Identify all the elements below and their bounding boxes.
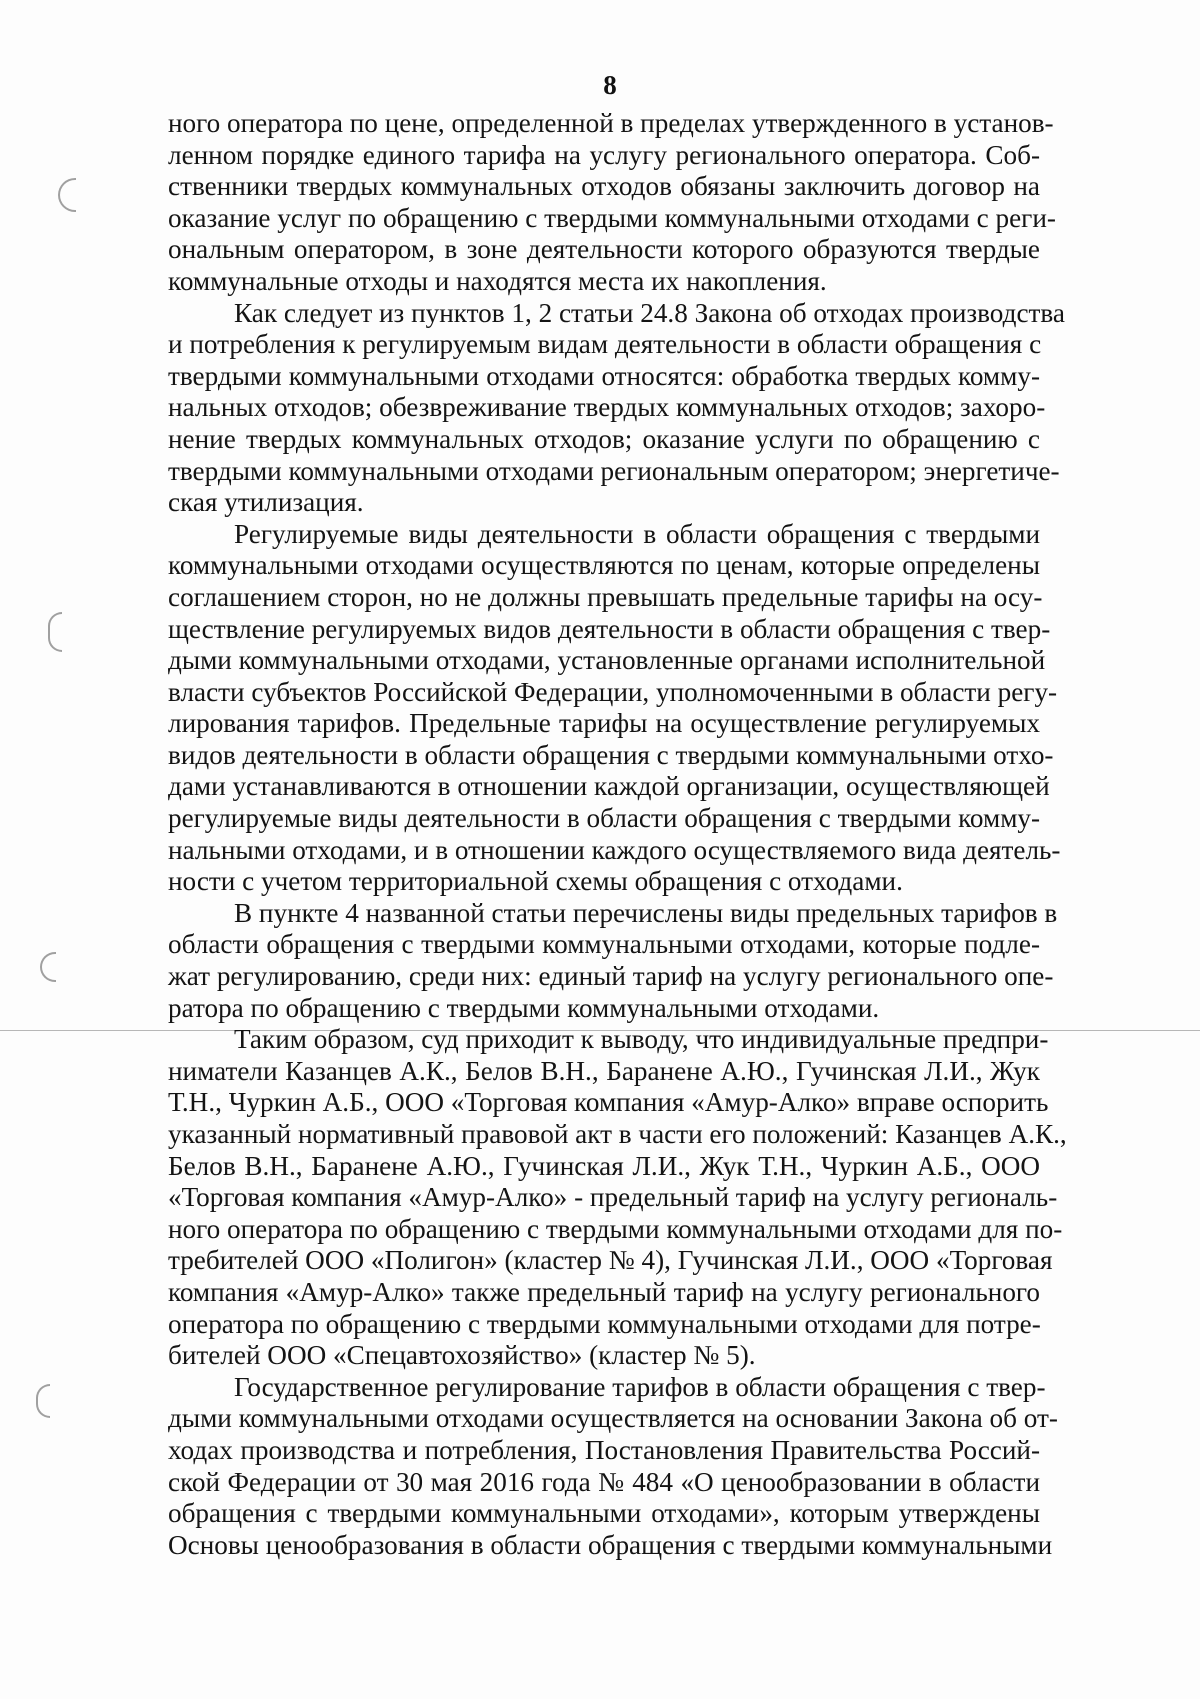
text-line: коммунальные отходы и находятся места их накопления. xyxy=(168,265,827,296)
text-line: власти субъектов Российской Федерации, уполномоченными в области регу- xyxy=(168,676,1058,707)
text-line: оператора по обращению с твердыми коммунальными отходами для потре- xyxy=(168,1308,1041,1339)
text-line: нение твердых коммунальных отходов; оказание услуги по обращению с xyxy=(168,423,1040,454)
margin-mark xyxy=(40,952,56,982)
text-line: ленном порядке единого тарифа на услугу регионального оператора. Соб- xyxy=(168,139,1040,170)
text-line: дыми коммунальными отходами осуществляется на основании Закона об от- xyxy=(168,1403,1058,1434)
text-line: видов деятельности в области обращения с твердыми коммунальными отхо- xyxy=(168,739,1054,770)
text-line: ратора по обращению с твердыми коммунальными отходами. xyxy=(168,992,880,1023)
text-line: твердыми коммунальными отходами региональным оператором; энергетиче- xyxy=(168,455,1060,486)
paragraph xyxy=(168,108,1056,298)
text-line: В пункте 4 названной статьи перечислены виды предельных тарифов в xyxy=(234,897,1058,928)
text-line: оказание услуг по обращению с твердыми коммунальными отходами с реги- xyxy=(168,202,1056,233)
text-line: указанный нормативный правовой акт в части его положений: Казанцев А.К., xyxy=(168,1119,1067,1149)
text-line: ская утилизация. xyxy=(168,487,364,518)
text-line: ного оператора по обращению с твердыми коммунальными отходами для по- xyxy=(168,1213,1063,1244)
text-line: Т.Н., Чуркин А.Б., ООО «Торговая компания «Амур-Алко» вправе оспорить xyxy=(168,1087,1049,1118)
text-line: Как следует из пунктов 1, 2 статьи 24.8 Закона об отходах производства xyxy=(234,297,1065,328)
text-line: и потребления к регулируемым видам деятельности в области обращения с xyxy=(168,329,1042,360)
text-line: нальными отходами, и в отношении каждого осуществляемого вида деятель- xyxy=(168,834,1061,865)
text-line: ской Федерации от 30 мая 2016 года № 484 «О ценообразовании в области xyxy=(168,1466,1040,1497)
text-line: бителей ООО «Спецавтохозяйство» (кластер № 5). xyxy=(168,1340,756,1371)
page-number: 8 xyxy=(603,70,617,100)
text-line: ности с учетом территориальной схемы обращения с отходами. xyxy=(168,866,903,897)
text-line: ниматели Казанцев А.К., Белов В.Н., Баранене А.Ю., Гучинская Л.И., Жук xyxy=(168,1055,1040,1086)
margin-mark xyxy=(48,612,62,652)
text-line: ственники твердых коммунальных отходов обязаны заключить договор на xyxy=(168,171,1040,202)
text-line: компания «Амур-Алко» также предельный тариф на услугу регионального xyxy=(168,1276,1040,1307)
paragraph xyxy=(168,518,1061,898)
text-line: ного оператора по цене, определенной в пределах утвержденного в установ- xyxy=(168,108,1054,138)
text-line: «Торговая компания «Амур-Алко» - предельный тариф на услугу региональ- xyxy=(168,1182,1058,1213)
text-line: Основы ценообразования в области обращения с твердыми коммунальными xyxy=(168,1529,1053,1560)
text-line: Государственное регулирование тарифов в области обращения с твер- xyxy=(234,1371,1046,1402)
margin-mark xyxy=(58,178,76,212)
text-line: обращения с твердыми коммунальными отходами», которым утверждены xyxy=(168,1498,1040,1529)
text-line: Белов В.Н., Баранене А.Ю., Гучинская Л.И., Жук Т.Н., Чуркин А.Б., ООО xyxy=(168,1150,1040,1181)
document-body xyxy=(168,108,1067,1561)
text-line: соглашением сторон, но не должны превышать предельные тарифы на осу- xyxy=(168,581,1043,612)
text-line: регулируемые виды деятельности в области обращения с твердыми комму- xyxy=(168,803,1041,834)
text-line: ональным оператором, в зоне деятельности которого образуются твердые xyxy=(168,234,1040,265)
paragraph xyxy=(168,1371,1058,1562)
text-line: нальных отходов; обезвреживание твердых коммунальных отходов; захоро- xyxy=(168,392,1046,423)
margin-mark xyxy=(36,1384,50,1418)
text-line: ществление регулируемых видов деятельности в области обращения с твер- xyxy=(168,613,1051,644)
text-line: дыми коммунальными отходами, установленные органами исполнительной xyxy=(168,645,1046,676)
paragraph xyxy=(168,897,1058,1024)
text-line: Таким образом, суд приходит к выводу, что индивидуальные предпри- xyxy=(234,1024,1049,1055)
paragraph xyxy=(168,297,1065,519)
text-line: области обращения с твердыми коммунальными отходами, которые подле- xyxy=(168,929,1040,960)
text-line: лирования тарифов. Предельные тарифы на осуществление регулируемых xyxy=(168,708,1040,739)
text-line: жат регулированию, среди них: единый тариф на услугу регионального опе- xyxy=(168,961,1054,992)
text-line: коммунальными отходами осуществляются по ценам, которые определены xyxy=(168,550,1040,581)
paragraph xyxy=(168,1024,1067,1372)
text-line: дами устанавливаются в отношении каждой организации, осуществляющей xyxy=(168,771,1050,802)
text-line: ходах производства и потребления, Постановления Правительства Россий- xyxy=(168,1434,1040,1465)
text-line: Регулируемые виды деятельности в области обращения с твердыми xyxy=(234,518,1040,549)
text-line: твердыми коммунальными отходами относятся: обработка твердых комму- xyxy=(168,360,1040,391)
text-line: требителей ООО «Полигон» (кластер № 4), Гучинская Л.И., ООО «Торговая xyxy=(168,1245,1053,1276)
